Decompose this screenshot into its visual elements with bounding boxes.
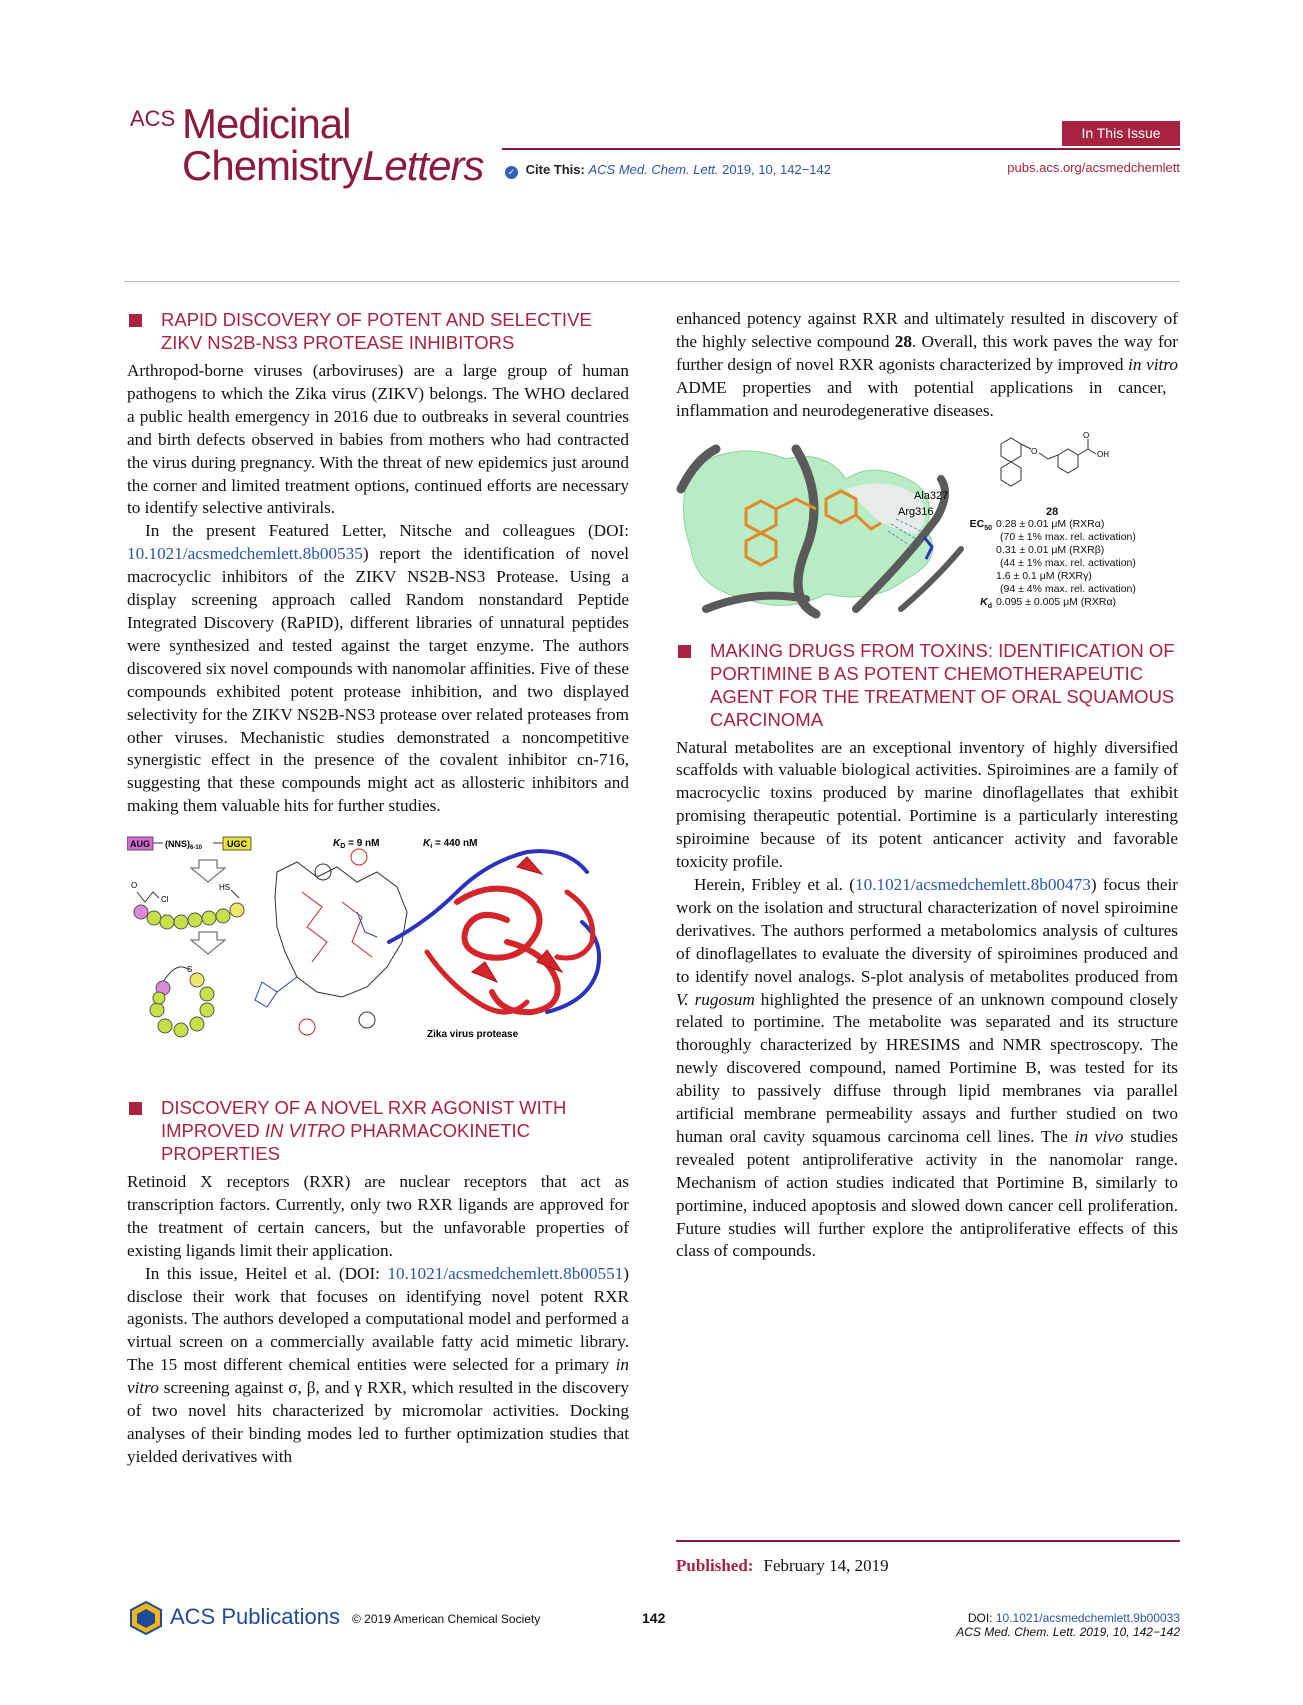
activity-line: 0.28 ± 0.01 μM (RXRα) [996,517,1105,530]
zika-protease-label: Zika virus protease [427,1029,519,1041]
section1-heading [127,308,629,354]
macrocycle-structure [255,849,407,1035]
cite-label: Cite This: [525,162,585,177]
section3-paragraph-2: Herein, Fribley et al. (10.1021/acsmedchemlett.8b00473) focus their work on the isolation and structural characterization of novel spiroimine derivatives. The authors performed a metabolomics analysis of cultures of dinoflagellates to evaluate the diversity of spiroimines produced and to identify novel analogs. S-plot analysis of metabolites produced from V. rugosum highlighted the presence of an unknown compound closely related to portimine. The metabolite was separated and its structure thoroughly characterized by HRESIMS and NMR spectroscopy. The newly discovered compound, named Portimine B, was tested for its ability to passively diffuse through lipid membranes via parallel artificial membrane permeability assays and further studied on two human oral cavity squamous carcinoma cell lines. The in vivo studies revealed potent antiproliferative activity in the nanomolar range. Mechanism of action studies indicated that Portimine B, similarly to portimine, induced apoptosis and slowed down cancer cell proliferation. Future studies will further explore the antiproliferative effects of this class of compounds. [676,874,1178,1261]
activity-line: (94 ± 4% max. rel. activation) [1000,582,1136,595]
svg-text:OH: OH [1097,449,1109,459]
activity-line: 1.6 ± 0.1 μM (RXRγ) [996,569,1092,582]
activity-line: (44 ± 1% max. rel. activation) [1000,556,1136,569]
rxr-figure [676,430,1178,619]
published-rule [676,1540,1180,1542]
nns-label: $(NNS)_{6-10}$ [165,839,203,852]
kd-value: $K_D = 9$ nM [333,838,380,851]
section1-paragraph-1: Arthropod-borne viruses (arboviruses) are a large group of human pathogens to which the Zika virus (ZIKV) belongs. The WHO declared a public health emergency in 2016 due to outbreaks in several countries and birth defects observed in babies from mothers who had contracted the virus during pregnancy. With the threat of new epidemics just around the corner and limited treatment options, continued efforts are necessary to identify selective antivirals. [127,361,629,518]
zika-protease-ribbon [389,851,599,1012]
section3-heading [676,639,1178,731]
linear-peptide-beads [134,903,244,929]
journal-url[interactable]: pubs.acs.org/acsmedchemlett [1007,160,1180,175]
section2-heading [127,1096,629,1165]
cite-journal-link[interactable]: ACS Med. Chem. Lett. [588,162,719,177]
publisher-name: ACS Publications [170,1604,340,1629]
header-rule [502,148,1180,150]
compound-28-structure [966,429,1166,509]
published-date: February 14, 2019 [763,1556,889,1575]
down-arrow-icon [191,932,225,954]
journal-logo [130,100,500,190]
acs-publications-logo[interactable] [128,1600,340,1641]
cite-line [505,162,831,179]
svg-text:O: O [131,881,138,891]
zikv-figure [127,832,629,1057]
activity-line: 0.31 ± 0.01 μM (RXRβ) [996,543,1105,556]
square-bullet-icon [129,1102,142,1115]
logo-chemistry: ChemistryLetters [182,142,484,189]
acs-hexagon-icon [128,1600,164,1636]
section3-title: MAKING DRUGS FROM TOXINS: IDENTIFICATION OF PORTIMINE B AS POTENT CHEMOTHERAPEUTIC AGENT FOR THE TREATMENT OF ORAL SQUAMOUS CARCINOMA [710,639,1175,730]
compound-number: 28 [1046,505,1059,518]
svg-text:S: S [187,965,193,975]
published-label: Published: [676,1556,754,1575]
cyclic-peptide-beads [150,973,214,1037]
svg-text:O: O [1031,446,1038,456]
doi-link-8b00535[interactable]: 10.1021/acsmedchemlett.8b00535 [127,544,363,564]
page-number: 142 [642,1610,666,1626]
section3-paragraph-1: Natural metabolites are an exceptional inventory of highly diversified scaffolds with valuable biological activities. Spiroimines are a family of macrocyclic toxins produced by marine dinoflagellates that exhibit promising therapeutic potential. Portimine is a particularly interesting spiroimine because of its potent anticancer activity and favorable toxicity profile. [676,737,1178,872]
doi-link-8b00473[interactable]: 10.1021/acsmedchemlett.8b00473 [855,874,1091,894]
down-arrow-icon [191,860,225,882]
top-rule [124,281,1180,282]
in-this-issue-badge: In This Issue [1062,121,1180,146]
kd-label: $K_d$ [980,595,992,610]
logo-letters: Letters [362,142,484,189]
section1-title: RAPID DISCOVERY OF POTENT AND SELECTIVE ZIKV NS2B-NS3 PROTEASE INHIBITORS [161,309,592,353]
aug-label: AUG [130,839,150,850]
section1-paragraph-2: In the present Featured Letter, Nitsche and colleagues (DOI: 10.1021/acsmedchemlett.8b00535) report the identification of novel macrocyclic inhibitors of the ZIKV NS2B-NS3 Protease. Using a display screening approach called Random nonstandard Peptide Integrated Discovery (RaPID), different libraries of unnatural peptides were synthesized and tested against the target enzyme. The authors discovered six novel compounds with nanomolar affinities. Five of these compounds exhibited potent protease inhibition, and two displayed selectivity for the ZIKV NS2B-NS3 protease over related proteases from other viruses. Mechanistic studies demonstrated a noncompetitive synergistic effect in the presence of the covalent inhibitor cn-716, suggesting that these compounds might act as allosteric inhibitors and making them valuable hits for further studies. [127,521,629,816]
footer-doi: DOI: 10.1021/acsmedchemlett.9b00033 ACS Med. Chem. Lett. 2019, 10, 142−142 [956,1611,1180,1639]
ec50-label: $EC_{50}$ [969,517,992,532]
published-line [676,1556,889,1576]
square-bullet-icon [129,314,142,327]
left-column [127,308,629,1469]
ki-value: $K_i = 440$ nM [423,838,478,851]
ala327-label: Ala327 [914,489,949,502]
svg-text:HS: HS [219,883,231,893]
right-column [676,308,1178,1263]
doi-link-8b00551[interactable]: 10.1021/acsmedchemlett.8b00551 [387,1263,624,1283]
logo-acs: ACS [130,106,176,131]
check-icon: ✓ [505,166,518,179]
ugc-label: UGC [227,839,247,850]
arg316-label: Arg316 [898,505,934,518]
square-bullet-icon [678,645,691,658]
cite-pages[interactable]: 2019, 10, 142−142 [722,162,831,177]
section2-paragraph-3: enhanced potency against RXR and ultimately resulted in discovery of the highly selective compound 28. Overall, this work paves the way for further design of novel RXR agonists characterized by improved in vitro ADME properties and with potential applications in cancer, inflammation and neurodegenerative diseases. [676,309,1178,420]
section2-paragraph-2: In this issue, Heitel et al. (DOI: 10.1021/acsmedchemlett.8b00551) disclose their work that focuses on identifying novel potent RXR agonists. The authors developed a computational model and performed a virtual screen on a commercially available fatty acid mimetic library. The 15 most different chemical entities were selected for a primary in vitro screening against σ, β, and γ RXR, which resulted in the discovery of two novel hits characterized by micromolar activities. Docking analyses of their binding modes led to further optimization studies that yielded derivatives with [127,1263,629,1466]
svg-text:Cl: Cl [161,895,169,905]
activity-line: (70 ± 1% max. rel. activation) [1000,530,1136,543]
section2-title: DISCOVERY OF A NOVEL RXR AGONIST WITH IMPROVED IN VITRO PHARMACOKINETIC PROPERTIES [161,1097,567,1165]
footer-citation: ACS Med. Chem. Lett. 2019, 10, 142−142 [956,1625,1180,1639]
svg-text:O: O [1083,430,1090,440]
copyright: © 2019 American Chemical Society [352,1612,541,1626]
section2-paragraph-1: Retinoid X receptors (RXR) are nuclear receptors that act as transcription factors. Currently, only two RXR ligands are approved for the treatment of certain cancers, but the unfavorable properties of existing ligands limit their application. [127,1172,629,1260]
activity-line: 0.095 ± 0.005 μM (RXRα) [996,595,1117,608]
footer-doi-link[interactable]: 10.1021/acsmedchemlett.9b00033 [995,1611,1180,1625]
logo-medicinal: Medicinal [182,100,351,147]
